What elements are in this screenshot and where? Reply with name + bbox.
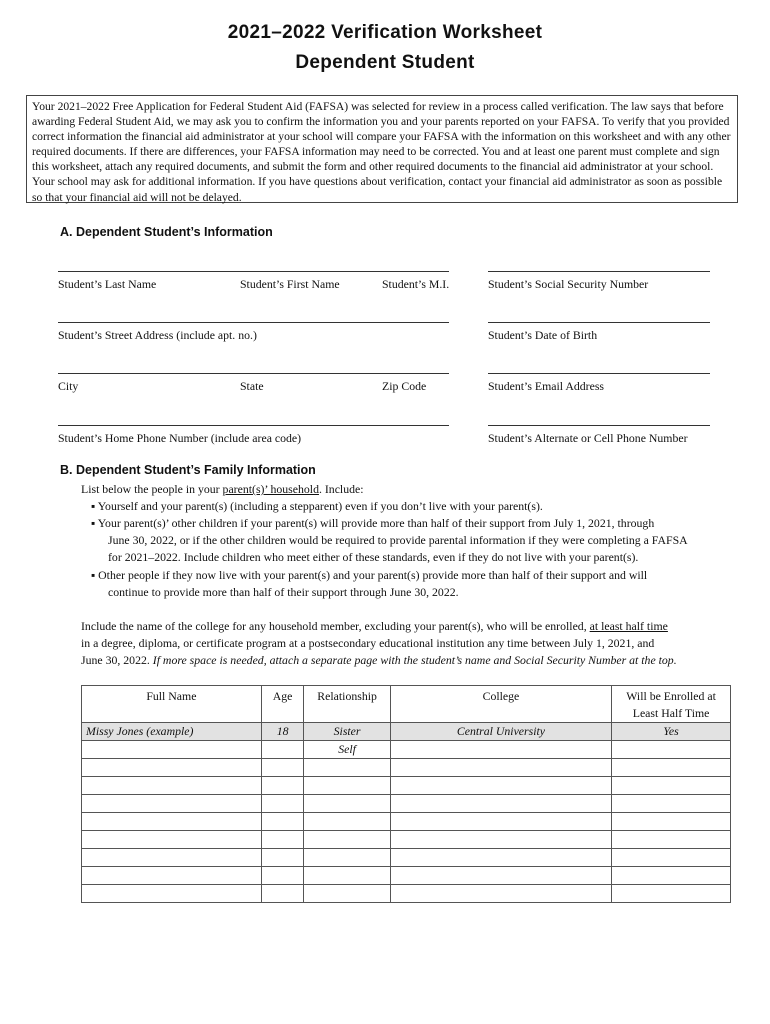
page-subtitle: Dependent Student — [295, 52, 475, 73]
table-row — [82, 831, 731, 849]
state-label: State — [240, 379, 264, 393]
bullet-icon: ▪ — [91, 516, 96, 530]
bullet-2 — [91, 516, 654, 531]
table-cell-college: Central University — [390, 723, 611, 741]
table-cell-enrolled[interactable] — [612, 831, 731, 849]
half-time-link: at least half time — [589, 619, 668, 633]
table-row — [82, 777, 731, 795]
table-cell-college[interactable] — [390, 849, 611, 867]
household-link: parent(s)’ household — [222, 482, 319, 496]
email-field-line[interactable] — [488, 373, 710, 374]
ssn-label: Student’s Social Security Number — [488, 277, 649, 291]
intro-box — [26, 95, 738, 203]
bullet-icon: ▪ — [91, 568, 96, 582]
table-row-example — [82, 723, 731, 741]
last-name-label: Student’s Last Name — [58, 277, 157, 291]
table-cell-age[interactable] — [261, 867, 304, 885]
table-row — [82, 741, 731, 759]
college-note-line-2: in a degree, diploma, or certificate program at a postsecondary educational institution any time between July 1, 2021, and — [81, 636, 655, 650]
bullet-3 — [91, 568, 647, 583]
table-cell-relationship[interactable] — [304, 831, 390, 849]
table-cell-college[interactable] — [390, 777, 611, 795]
college-note-italic: If more space is needed, attach a separate page with the student’s name and Social Security Number at the top. — [152, 653, 677, 667]
table-row — [82, 813, 731, 831]
table-cell-age[interactable] — [261, 849, 304, 867]
intro-text: Your 2021–2022 Free Application for Federal Student Aid (FAFSA) was selected for review in a process called verification. The law says that before awarding Federal Student Aid, we may ask you to confirm the information you and your parents reported on your FAFSA. To verify that you provided correct information the financial aid administrator at your school will compare your FAFSA with the information on this worksheet and with any other required documents. If there are differences, your FAFSA information may need to be corrected. You and at least one parent must complete and sign this worksheet, attach any required documents, and submit the form and other required documents to the financial aid administrator at your school. Your school may ask for additional information. If you have questions about verification, contact your financial aid administrator as soon as possible so that your financial aid will not be delayed. — [32, 100, 731, 204]
table-cell-college[interactable] — [390, 741, 611, 759]
table-cell-name[interactable] — [82, 813, 262, 831]
table-cell-age[interactable] — [261, 795, 304, 813]
name-field-line[interactable] — [58, 271, 449, 272]
table-cell-age[interactable] — [261, 831, 304, 849]
table-cell-enrolled[interactable] — [612, 885, 731, 903]
table-row — [82, 759, 731, 777]
table-cell-name[interactable] — [82, 849, 262, 867]
col-header-age: Age — [261, 686, 304, 723]
table-cell-relationship[interactable] — [304, 795, 390, 813]
table-cell-relationship[interactable]: Self — [304, 741, 390, 759]
home-phone-label: Student’s Home Phone Number (include area code) — [58, 431, 302, 445]
page-title: 2021–2022 Verification Worksheet — [227, 22, 543, 43]
table-cell-relationship[interactable] — [304, 813, 390, 831]
table-cell-college[interactable] — [390, 885, 611, 903]
household-intro-pre: List below the people in your — [81, 482, 223, 496]
table-cell-enrolled[interactable] — [612, 741, 731, 759]
bullet-2-line-1: Your parent(s)’ other children if your parent(s) will provide more than half of their support from July 1, 2021, through — [97, 516, 655, 530]
table-cell-college[interactable] — [390, 759, 611, 777]
table-cell-age[interactable] — [261, 741, 304, 759]
table-cell-name[interactable] — [82, 831, 262, 849]
table-cell-age: 18 — [261, 723, 304, 741]
dob-field-line[interactable] — [488, 322, 710, 323]
college-note-line-3 — [81, 653, 677, 668]
table-cell-age[interactable] — [261, 813, 304, 831]
table-header-row — [82, 686, 731, 723]
cell-phone-label: Student’s Alternate or Cell Phone Number — [488, 431, 688, 445]
table-cell-age[interactable] — [261, 885, 304, 903]
table-cell-relationship[interactable] — [304, 867, 390, 885]
household-intro-post: . Include: — [318, 482, 364, 496]
table-cell-enrolled[interactable] — [612, 759, 731, 777]
city-label: City — [58, 379, 79, 393]
section-b-heading: B. Dependent Student’s Family Information — [60, 463, 316, 477]
home-phone-field-line[interactable] — [58, 425, 449, 426]
table-cell-relationship: Sister — [304, 723, 390, 741]
table-cell-name[interactable] — [82, 777, 262, 795]
table-cell-relationship[interactable] — [304, 885, 390, 903]
table-row — [82, 795, 731, 813]
ssn-field-line[interactable] — [488, 271, 710, 272]
table-row — [82, 885, 731, 903]
table-cell-age[interactable] — [261, 759, 304, 777]
college-note-pre: Include the name of the college for any household member, excluding your parent(s), who will be enrolled, — [81, 619, 590, 633]
col-header-relationship: Relationship — [304, 686, 390, 723]
table-cell-age[interactable] — [261, 777, 304, 795]
street-label: Student’s Street Address (include apt. no.) — [58, 328, 257, 342]
table-cell-relationship[interactable] — [304, 849, 390, 867]
table-cell-enrolled[interactable] — [612, 795, 731, 813]
bullet-3-line-2: continue to provide more than half of their support through June 30, 2022. — [108, 585, 459, 599]
table-cell-relationship[interactable] — [304, 759, 390, 777]
table-cell-name[interactable] — [82, 885, 262, 903]
table-row — [82, 849, 731, 867]
table-cell-enrolled[interactable] — [612, 777, 731, 795]
college-note-line-3-pre: June 30, 2022. — [81, 653, 153, 667]
table-cell-college[interactable] — [390, 795, 611, 813]
table-cell-name[interactable] — [82, 759, 262, 777]
section-a-heading: A. Dependent Student’s Information — [60, 225, 273, 239]
table-cell-name[interactable] — [82, 741, 262, 759]
table-cell-enrolled[interactable] — [612, 867, 731, 885]
email-label: Student’s Email Address — [488, 379, 604, 393]
bullet-2-line-3: for 2021–2022. Include children who meet either of these standards, even if they do not live with your parent(s). — [108, 550, 639, 564]
household-intro — [81, 482, 364, 497]
col-header-enrolled: Will be Enrolled at Least Half Time — [612, 686, 731, 723]
col-header-college: College — [390, 686, 611, 723]
bullet-3-line-1: Other people if they now live with your parent(s) and your parent(s) provide more than half of their support and will — [98, 568, 648, 582]
table-cell-name: Missy Jones (example) — [82, 723, 262, 741]
mi-label: Student’s M.I. — [382, 277, 450, 291]
bullet-icon: ▪ — [91, 499, 96, 513]
college-note-line-1 — [81, 619, 668, 634]
table-cell-college[interactable] — [390, 831, 611, 849]
bullet-1 — [91, 499, 543, 514]
cell-phone-field-line[interactable] — [488, 425, 710, 426]
zip-label: Zip Code — [382, 379, 427, 393]
bullet-1-text: Yourself and your parent(s) (including a stepparent) even if you don’t live with your parent(s). — [97, 499, 543, 513]
table-cell-enrolled[interactable] — [612, 849, 731, 867]
table-cell-college[interactable] — [390, 867, 611, 885]
table-cell-enrolled[interactable] — [612, 813, 731, 831]
table-row — [82, 867, 731, 885]
table-cell-college[interactable] — [390, 813, 611, 831]
col-header-full-name: Full Name — [82, 686, 262, 723]
table-cell-enrolled: Yes — [612, 723, 731, 741]
table-cell-relationship[interactable] — [304, 777, 390, 795]
table-cell-name[interactable] — [82, 867, 262, 885]
household-table — [81, 685, 731, 903]
city-state-zip-field-line[interactable] — [58, 373, 449, 374]
table-cell-name[interactable] — [82, 795, 262, 813]
street-field-line[interactable] — [58, 322, 449, 323]
bullet-2-line-2: June 30, 2022, or if the other children would be required to provide parental information if they were completing a FAFSA — [108, 533, 688, 547]
dob-label: Student’s Date of Birth — [488, 328, 598, 342]
first-name-label: Student’s First Name — [240, 277, 340, 291]
